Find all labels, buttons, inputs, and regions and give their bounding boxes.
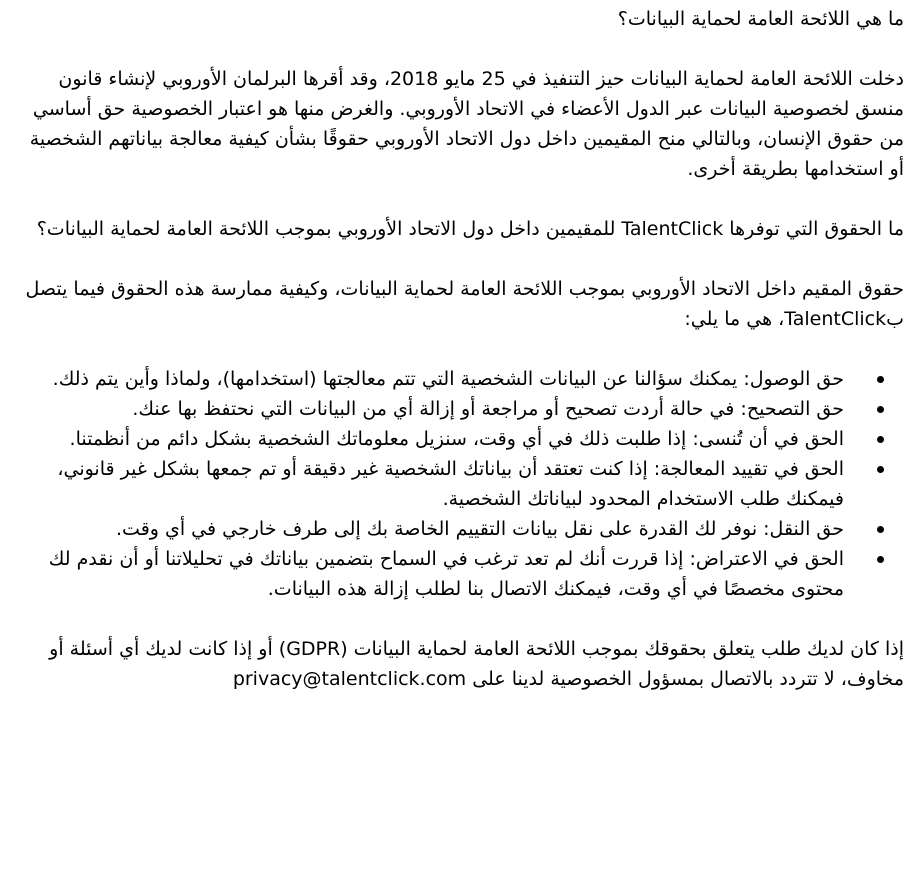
heading-what-is-gdpr: ما هي اللائحة العامة لحماية البيانات؟: [617, 8, 904, 30]
right-access-text: حق الوصول: يمكنك سؤالنا عن البيانات الشخصية التي تتم معالجتها (استخدامها)، ولماذا وأين يتم ذلك.: [52, 368, 844, 390]
bullet-icon: [877, 526, 884, 533]
rights-list: [14, 364, 904, 604]
bullet-icon: [877, 436, 884, 443]
list-item: [14, 544, 904, 604]
contact-email-link[interactable]: privacy@talentclick.com: [232, 668, 467, 690]
list-item: [14, 514, 904, 544]
intro-paragraph: دخلت اللائحة العامة لحماية البيانات حيز التنفيذ في 25 مايو 2018، وقد أقرها البرلمان الأوروبي لإنشاء قانون منسق لخصوصية البيانات عبر الدول الأعضاء في الاتحاد الأوروبي. والغرض منها هو اعتبار الخصوصية حق أساسي من حقوق الإنسان، وبالتالي منح المقيمين داخل دول الاتحاد الأوروبي حقوقًا بشأن كيفية معالجة بياناتهم الشخصية أو استخدامها بطريقة أخرى.: [29, 68, 904, 180]
bullet-icon: [877, 376, 884, 383]
closing-paragraph: [14, 634, 904, 694]
list-item: [14, 364, 904, 394]
bullet-icon: [877, 556, 884, 563]
closing-text: إذا كان لديك طلب يتعلق بحقوقك بموجب اللائحة العامة لحماية البيانات (GDPR) أو إذا كانت لديك أي أسئلة أو مخاوف، لا تتردد بالاتصال بمسؤول الخصوصية لدينا على: [49, 638, 904, 690]
bullet-icon: [877, 406, 884, 413]
right-rectification-text: حق التصحيح: في حالة أردت تصحيح أو مراجعة أو إزالة أي من البيانات التي نحتفظ بها عنك.: [132, 398, 844, 420]
list-item: [14, 454, 904, 514]
gdpr-document: [14, 4, 904, 694]
rights-intro-paragraph: حقوق المقيم داخل الاتحاد الأوروبي بموجب اللائحة العامة لحماية البيانات، وكيفية ممارسة هذه الحقوق فيما يتصل بTalentClick، هي ما يلي:: [25, 278, 904, 330]
bullet-icon: [877, 466, 884, 473]
list-item: [14, 394, 904, 424]
right-erasure-text: الحق في أن تُنسى: إذا طلبت ذلك في أي وقت، سنزيل معلوماتك الشخصية بشكل دائم من أنظمتنا.: [69, 428, 844, 450]
right-restrict-processing-text: الحق في تقييد المعالجة: إذا كنت تعتقد أن بياناتك الشخصية غير دقيقة أو تم جمعها بشكل غير قانوني، فيمكنك طلب الاستخدام المحدود لبياناتك الشخصية.: [57, 458, 844, 510]
right-portability-text: حق النقل: نوفر لك القدرة على نقل بيانات التقييم الخاصة بك إلى طرف خارجي في أي وقت.: [116, 518, 844, 540]
rights-question-heading: ما الحقوق التي توفرها TalentClick للمقيمين داخل دول الاتحاد الأوروبي بموجب اللائحة العامة لحماية البيانات؟: [36, 218, 904, 240]
right-object-text: الحق في الاعتراض: إذا قررت أنك لم تعد ترغب في السماح بتضمين بياناتك في تحليلاتنا أو أن نقدم لك محتوى مخصصًا في أي وقت، فيمكنك الاتصال بنا لطلب إزالة هذه البيانات.: [48, 548, 844, 600]
list-item: [14, 424, 904, 454]
